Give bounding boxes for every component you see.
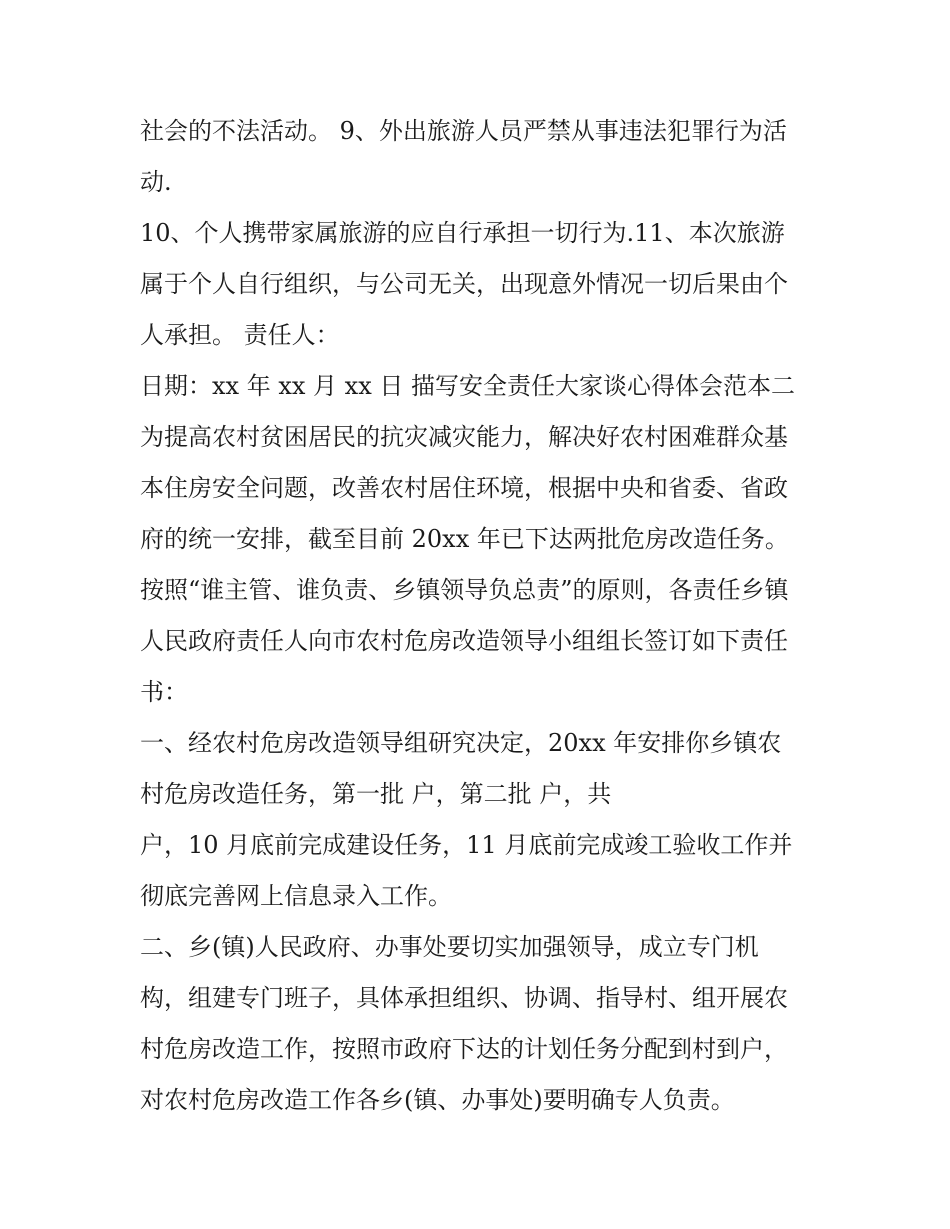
document-body (140, 106, 820, 1126)
text-line-19: 村危房改造工作，按照市政府下达的计划任务分配到村到户， (140, 1035, 788, 1063)
text-line-5: 人承担。 责任人： (140, 321, 340, 349)
text-line-11: 人民政府责任人向市农村危房改造领导小组组长签订如下责任 (140, 627, 788, 655)
text-line-8: 本住房安全问题，改善农村居住环境，根据中央和省委、省政 (140, 474, 788, 502)
text-line-15: 户，10 月底前完成建设任务，11 月底前完成竣工验收工作并 (140, 831, 793, 859)
text-line-2: 动. (140, 168, 172, 196)
text-line-18: 构，组建专门班子，具体承担组织、协调、指导村、组开展农 (140, 984, 788, 1012)
text-line-13: 一、经农村危房改造领导组研究决定，20xx 年安排你乡镇农 (140, 729, 782, 757)
text-line-1: 社会的不法活动。 9、外出旅游人员严禁从事违法犯罪行为活 (140, 117, 787, 145)
text-line-14: 村危房改造任务，第一批 户，第二批 户，共 (140, 780, 612, 808)
text-line-9: 府的统一安排，截至目前 20xx 年已下达两批危房改造任务。 (140, 525, 789, 553)
text-line-7: 为提高农村贫困居民的抗灾减灾能力，解决好农村困难群众基 (140, 423, 788, 451)
text-line-20: 对农村危房改造工作各乡(镇、办事处)要明确专人负责。 (140, 1086, 735, 1114)
text-line-10: 按照“谁主管、谁负责、乡镇领导负总责”的原则，各责任乡镇 (140, 576, 789, 604)
text-line-3: 10、个人携带家属旅游的应自行承担一切行为.11、本次旅游 (140, 219, 785, 247)
text-line-6: 日期：xx 年 xx 月 xx 日 描写安全责任大家谈心得体会范本二 (140, 372, 795, 400)
text-line-4: 属于个人自行组织，与公司无关，出现意外情况一切后果由个 (140, 270, 788, 298)
text-line-12: 书： (140, 678, 188, 706)
text-line-17: 二、乡(镇)人民政府、办事处要切实加强领导，成立专门机 (140, 933, 759, 961)
text-line-16: 彻底完善网上信息录入工作。 (140, 882, 452, 910)
